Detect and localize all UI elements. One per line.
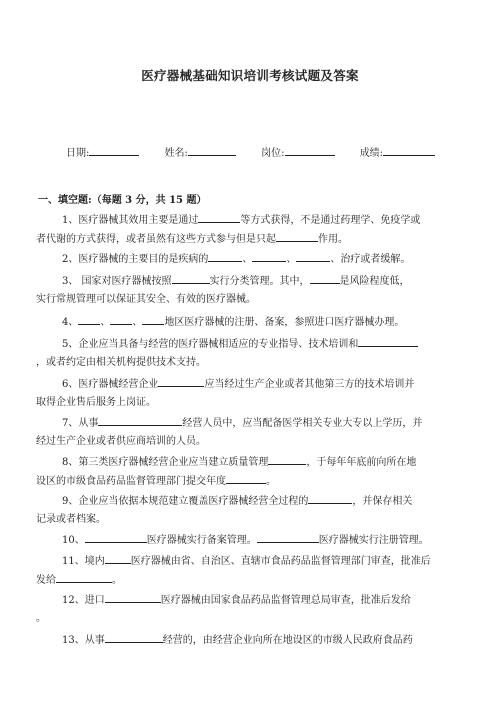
answer-blank (268, 453, 306, 465)
question-text: 4、 (62, 317, 79, 328)
question-text: 医疗器械实行备案管理。 (146, 535, 257, 546)
question-text: 、 (100, 317, 111, 328)
answer-blank (257, 531, 319, 543)
answer-blank (296, 250, 330, 262)
answer-blank (226, 472, 266, 484)
question-13 (62, 631, 450, 650)
answer-blank (85, 531, 147, 543)
name-field: 姓名: (165, 144, 236, 159)
question-text (36, 472, 450, 491)
question-text: 实行分类管理。其中， (209, 276, 310, 287)
question-text: 实行常规管理可以保证其安全、有效的医疗器械。 (36, 294, 256, 305)
question-text: 10、 (62, 535, 85, 546)
position-blank (285, 144, 335, 156)
question-9 (36, 492, 450, 529)
question-text: ，于每年年底前向所在地 (306, 457, 417, 468)
answer-blank (105, 591, 161, 603)
question-text: ，或者约定由相关机构提供技术支持。 (36, 357, 206, 368)
answer-blank (105, 631, 163, 643)
question-text: 、治疗或者缓解。 (330, 254, 411, 265)
question-text: 医疗器械由国家食品药品监督管理总局审查，批准后发给 (160, 595, 411, 606)
question-text: 9、企业应当依据本规范建立覆盖医疗器械经营全过程的 (62, 496, 309, 507)
question-text: 7、从事 (62, 418, 99, 429)
answer-blank (158, 375, 204, 387)
question-6 (36, 375, 450, 412)
date-field: 日期: (66, 144, 139, 159)
info-row (66, 144, 466, 159)
question-10 (62, 531, 450, 550)
question-text: 。 (112, 575, 122, 586)
question-text: 12、进口 (62, 595, 105, 606)
position-field: 岗位: (261, 144, 334, 159)
question-text: 、 (286, 254, 297, 265)
question-text (36, 230, 450, 249)
question-text: 8、第三类医疗器械经营企业应当建立质量管理 (62, 457, 269, 468)
question-text: 、 (242, 254, 253, 265)
answer-blank (252, 250, 286, 262)
question-5 (36, 335, 450, 372)
question-text: 者代谢的方式获得，或者虽然有这些方式参与但是只起 (36, 234, 276, 245)
question-text: 应当经过生产企业或者其他第三方的技术培训并 (204, 379, 415, 390)
question-text: 是风险程度低， (339, 276, 410, 287)
question-text: 作用。 (318, 234, 348, 245)
answer-blank (310, 272, 340, 284)
answer-blank (78, 313, 100, 325)
question-text: 取得企业售后服务上岗证。 (36, 397, 156, 408)
question-text: 11、境内 (62, 556, 105, 567)
question-text: 2、医疗器械的主要目的是疾病的 (62, 254, 209, 265)
answer-blank (110, 313, 132, 325)
answer-blank (208, 250, 242, 262)
answer-blank (172, 272, 210, 284)
question-text: 13、从事 (62, 635, 105, 646)
question-text: 1、医疗器械其效用主要是通过 (62, 215, 199, 226)
question-3 (36, 272, 450, 309)
question-text: 记录或者档案。 (36, 514, 106, 525)
answer-blank (308, 492, 352, 504)
answer-blank (358, 335, 418, 347)
question-text: 地区医疗器械的注册、备案，参照进口医疗器械办理。 (164, 317, 405, 328)
answer-blank (98, 414, 182, 426)
question-text: 经营的，由经营企业向所在地设区的市级人民政府食品药 (162, 635, 413, 646)
question-text: 。 (36, 613, 46, 624)
question-text: ，并保存相关 (352, 496, 413, 507)
question-7 (36, 414, 450, 451)
question-text: 等方式获得，不是通过药理学、免疫学或 (240, 215, 421, 226)
date-blank (89, 144, 139, 156)
answer-blank (142, 313, 164, 325)
question-2 (62, 250, 450, 269)
question-text: 5、企业应当具备与经营的医疗器械相适应的专业指导、技术培训和 (62, 339, 359, 350)
question-text: 医疗器械实行注册管理。 (318, 535, 429, 546)
score-field: 成绩: (360, 144, 435, 159)
question-text (36, 571, 450, 590)
question-text: 、 (132, 317, 143, 328)
question-text: 3、 国家对医疗器械按照 (62, 276, 172, 287)
question-text: 6、医疗器械经营企业 (62, 379, 159, 390)
question-text: 。 (266, 476, 276, 487)
question-4 (62, 313, 450, 332)
answer-blank (198, 211, 240, 223)
question-12 (36, 591, 450, 628)
name-blank (188, 144, 236, 156)
question-text: 医疗器械由省、自治区、直辖市食品药品监督管理部门审查，批准后 (130, 556, 431, 567)
question-1 (36, 211, 450, 249)
question-text: 发给 (36, 575, 56, 586)
question-text: 经营人员中，应当配备医学相关专业大专以上学历，并 (182, 418, 423, 429)
section-heading: 一、填空题:（每题 3 分，共 15 题） (38, 195, 207, 206)
question-11 (36, 552, 450, 590)
score-blank (383, 144, 435, 156)
answer-blank (105, 552, 131, 564)
document-title: 医疗器械基础知识培训考核试题及答案 (141, 68, 359, 83)
question-text: 经过生产企业或者供应商培训的人员。 (36, 436, 206, 447)
answer-blank (56, 571, 112, 583)
question-text: 设区的市级食品药品监督管理部门提交年度 (36, 476, 226, 487)
answer-blank (276, 230, 318, 242)
question-8 (36, 453, 450, 491)
